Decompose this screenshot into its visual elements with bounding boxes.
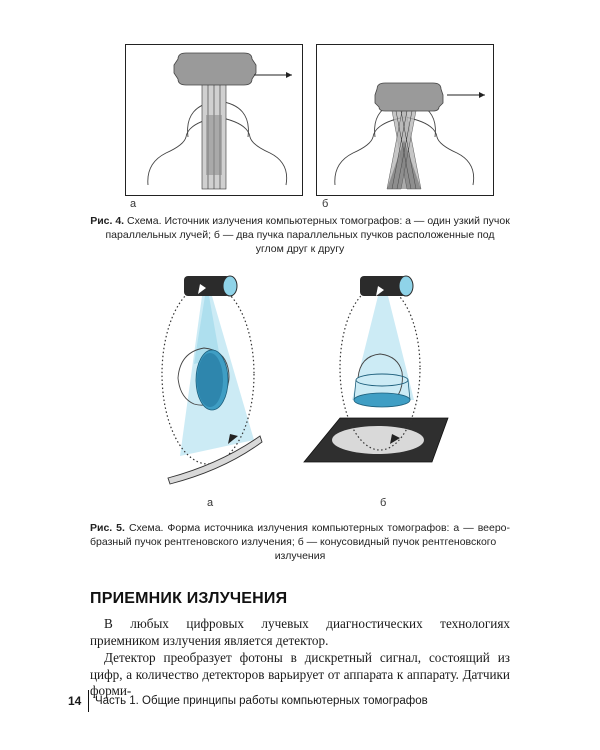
xray-tube bbox=[375, 83, 443, 111]
page-number: 14 bbox=[68, 694, 82, 708]
paragraph-1 bbox=[90, 616, 510, 649]
direction-arrow bbox=[286, 72, 292, 78]
figure4-b-illustration bbox=[317, 45, 493, 195]
figure4-panel-b bbox=[316, 44, 494, 196]
figure5-caption-label: Рис. 5. bbox=[90, 522, 125, 534]
paragraph-2-text: Детектор преобразует фотоны в дискретный сигнал, состоящий из цифр, а количество детекторов варьирует от аппарата к аппарату. Датчики форми- bbox=[90, 650, 510, 698]
figure4-label-b: б bbox=[322, 198, 329, 210]
xray-tube-cylinder bbox=[360, 276, 413, 296]
figure4-caption-text: Схема. Источник излучения компьютерных томографов: а — один узкий пучок параллельных лучей; б — два пучка параллельных пучков расположенные под углом друг к другу bbox=[105, 215, 510, 255]
figure5-label-a: а bbox=[207, 497, 214, 509]
figure5-caption-text: Схема. Форма источника излучения компьютерных томографов: а — вееро-бразный пучок рентгеновского излучения; б — конусовидный пучок рентгеновского bbox=[90, 522, 511, 548]
direction-arrow bbox=[479, 92, 485, 98]
paragraph-2 bbox=[90, 650, 510, 700]
figure4-panel-a bbox=[125, 44, 303, 196]
footer-divider bbox=[88, 690, 89, 712]
figure5-caption-last: излучения bbox=[274, 550, 326, 562]
xray-tube-cylinder bbox=[184, 276, 237, 296]
section-heading: ПРИЕМНИК ИЗЛУЧЕНИЯ bbox=[90, 590, 288, 607]
paragraph-1-text: В любых цифровых лучевых диагностических технологиях приемником излучения является детектор. bbox=[90, 616, 510, 648]
running-title: Часть 1. Общие принципы работы компьютерных томографов bbox=[95, 695, 428, 707]
figure5-a-illustration bbox=[150, 268, 270, 490]
scanned-volume-bottom bbox=[354, 393, 410, 407]
figure5-b-illustration bbox=[300, 268, 460, 468]
figure4-a-illustration bbox=[126, 45, 302, 195]
xray-tube bbox=[174, 53, 256, 85]
figure4-caption-label: Рис. 4. bbox=[90, 215, 125, 227]
figure5-caption bbox=[90, 521, 510, 563]
figure4-caption bbox=[90, 214, 510, 256]
figure4-label-a: а bbox=[130, 198, 137, 210]
cone-beam bbox=[352, 296, 414, 400]
figure5-label-b: б bbox=[380, 497, 387, 509]
